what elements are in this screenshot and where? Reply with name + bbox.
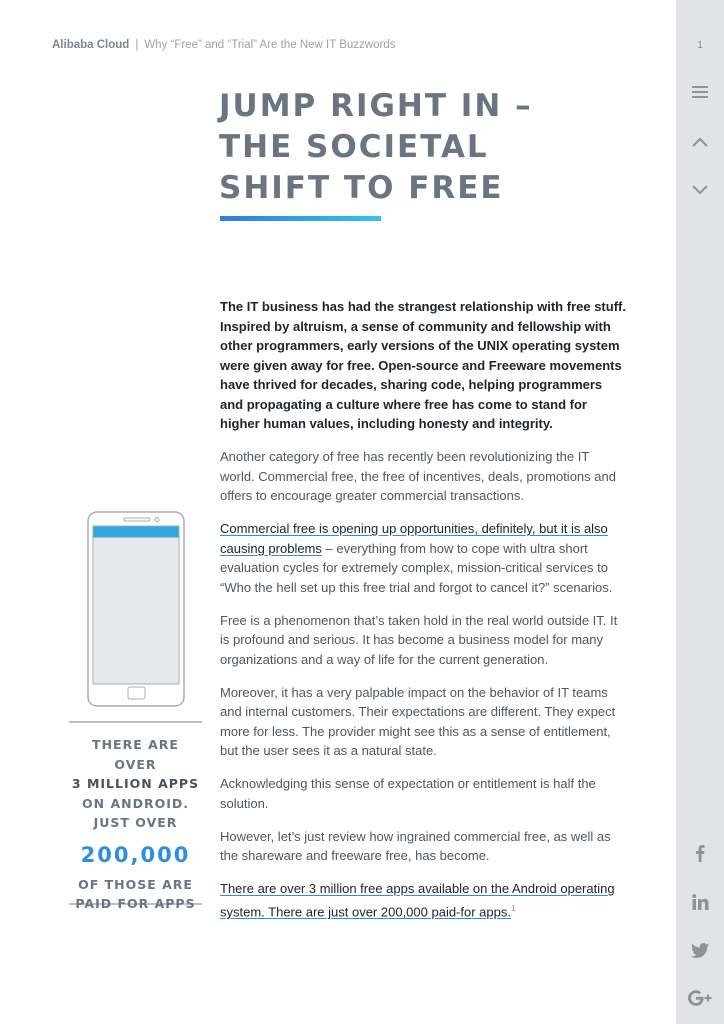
smartphone-illustration xyxy=(87,511,185,707)
facebook-share-button[interactable] xyxy=(676,838,724,868)
previous-page-button[interactable] xyxy=(676,127,724,157)
page-title xyxy=(219,86,659,209)
linkedin-icon xyxy=(692,894,709,910)
twitter-share-button[interactable] xyxy=(676,935,724,965)
stat-line-1: THERE ARE OVER xyxy=(92,737,179,772)
paragraph-acknowledging: Acknowledging this sense of expectation or entitlement is half the solution. xyxy=(220,776,596,811)
paragraph-impact: Moreover, it has a very palpable impact on the behavior of IT teams and internal customers. Their expectations are different. They expect more for less. The provider might see this as a sense of entitlement, but the user sees it as a natural state. xyxy=(220,684,616,758)
highlight-link-android-apps[interactable]: There are over 3 million free apps available on the Android operating system. There are just over 200,000 paid-for apps. xyxy=(220,881,615,919)
facebook-icon xyxy=(695,844,705,862)
stat-callout xyxy=(69,721,202,911)
paragraph-problems xyxy=(220,519,626,597)
paragraph-problems-rest: – everything from how to cope with ultra short evaluation cycles for extremely complex, mission-critical services to “Who the hell set up this free trial and forgot to cancel it?” scenarios. xyxy=(220,540,613,595)
twitter-icon xyxy=(691,943,709,958)
title-line-3: SHIFT TO FREE xyxy=(219,170,504,206)
stat-line-4: JUST OVER xyxy=(93,815,178,830)
paragraph-android-apps xyxy=(220,879,626,921)
stat-line-3: ON ANDROID. xyxy=(82,795,189,811)
paragraph-phenomenon: Free is a phenomenon that’s taken hold in the real world outside IT. It is profound and serious. It has become a business model for many organizations and a way of life for the current generation. xyxy=(220,612,618,667)
paragraph-commercial-free: Another category of free has recently been revolutionizing the IT world. Commercial free, the free of incentives, deals, promotions and offers to encourage greater commercial transactions. xyxy=(220,449,616,503)
stat-line-2: 3 MILLION APPS xyxy=(71,776,200,791)
next-page-button[interactable] xyxy=(676,175,724,205)
header-doc-title: Why “Free” and “Trial” Are the New IT Buzzwords xyxy=(144,39,396,51)
chevron-up-icon xyxy=(692,137,708,147)
running-header xyxy=(52,39,395,51)
lead-paragraph: The IT business has had the strangest relationship with free stuff. Inspired by altruism, a sense of community and fellowship with other programmers, early versions of the UNIX operating system were given away for free. Open-source and Freeware movements have thrived for decades, sharing code, helping programmers and propagating a culture where free has come to stand for higher human values, including honesty and integrity. xyxy=(220,299,626,431)
menu-icon xyxy=(692,85,708,99)
article-body xyxy=(220,297,626,935)
title-underline xyxy=(220,216,381,221)
stat-line-5: OF THOSE ARE xyxy=(78,876,193,892)
footnote-marker[interactable]: 1 xyxy=(510,903,516,913)
stat-number: 200,000 xyxy=(80,842,191,867)
menu-button[interactable] xyxy=(676,77,724,107)
highlight-link-commercial-free[interactable]: Commercial free is opening up opportunities, definitely, but it is also causing problems xyxy=(220,521,608,556)
google-plus-share-button[interactable] xyxy=(676,983,724,1013)
title-line-2: THE SOCIETAL xyxy=(219,129,489,165)
title-line-1: JUMP RIGHT IN – xyxy=(219,88,533,124)
header-separator: | xyxy=(135,39,139,51)
linkedin-share-button[interactable] xyxy=(676,887,724,917)
header-brand: Alibaba Cloud xyxy=(52,39,130,51)
viewer-sidebar xyxy=(676,0,724,1024)
chevron-down-icon xyxy=(692,185,708,195)
paragraph-review: However, let’s just review how ingrained commercial free, as well as the shareware and freeware free, has become. xyxy=(220,828,611,863)
smartphone-icon xyxy=(87,511,185,707)
stat-line-6: PAID FOR APPS xyxy=(75,896,196,911)
google-plus-icon xyxy=(688,990,712,1006)
page-number: 1 xyxy=(697,40,703,51)
